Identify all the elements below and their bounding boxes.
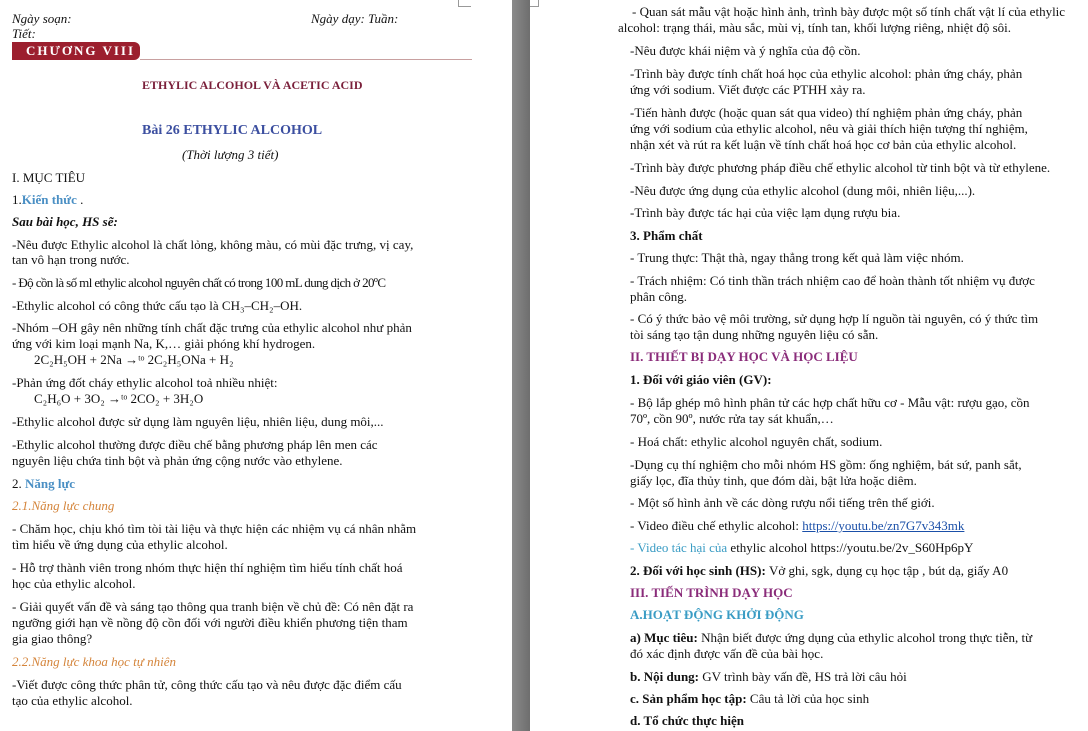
- video-line-harm: [630, 540, 973, 555]
- body-line: -Ethylic alcohol được sử dụng làm nguyên liệu, nhiên liệu, dung môi,...: [12, 414, 384, 429]
- body-line: -Trình bày được tính chất hoá học của ethylic alcohol: phản ứng cháy, phản: [630, 66, 1023, 81]
- organization-heading: d. Tổ chức thực hiện: [630, 713, 744, 728]
- chapter-banner: CHƯƠNG VIII: [12, 42, 140, 60]
- body-line: - Quan sát mẫu vật hoặc hình ảnh, trình bày được một số tính chất vật lí của ethylic: [632, 4, 1066, 19]
- after-lesson-intro: Sau bài học, HS sẽ:: [12, 214, 118, 229]
- objective-line: [630, 630, 1032, 645]
- body-line: tạo của ethylic alcohol.: [12, 693, 133, 708]
- page-corner-mark: [458, 0, 471, 7]
- subsection-competency: [12, 476, 75, 491]
- body-line: gia giao thông?: [12, 631, 93, 646]
- product-label: c. Sản phẩm học tập:: [630, 691, 750, 706]
- date-prepared-label: Ngày soạn:: [12, 11, 72, 26]
- section-heading-equipment: II. THIẾT BỊ DẠY HỌC VÀ HỌC LIỆU: [630, 349, 858, 364]
- subheading-student: 2. Đối với học sinh (HS):: [630, 563, 770, 578]
- section-heading-process: III. TIẾN TRÌNH DẠY HỌC: [630, 585, 793, 600]
- body-line: nguyên liệu chứa tinh bột và phản ứng cộng nước vào ethylene.: [12, 453, 343, 468]
- student-materials: Vở ghi, sgk, dụng cụ học tập , bút dạ, giấy A0: [769, 563, 1009, 578]
- subsection-knowledge-label: Kiến thức: [21, 192, 77, 207]
- subheading-science-competency: 2.2.Năng lực khoa học tự nhiên: [12, 654, 177, 669]
- chapter-title: ETHYLIC ALCOHOL VÀ ACETIC ACID: [142, 78, 363, 92]
- body-line: -Nêu được khái niệm và ý nghĩa của độ cồn.: [630, 43, 861, 58]
- objective-label: a) Mục tiêu:: [630, 630, 702, 645]
- product-line: [630, 691, 869, 706]
- body-line: - Một số hình ảnh về các dòng rượu nổi tiếng trên thế giới.: [630, 495, 935, 510]
- body-line: -Dụng cụ thí nghiệm cho mỗi nhóm HS gồm: ống nghiệm, bát sứ, panh sắt,: [630, 457, 1022, 472]
- body-line: -Nêu được Ethylic alcohol là chất lỏng, không màu, có mùi đặc trưng, vị cay,: [12, 237, 414, 252]
- body-line: - Giải quyết vấn đề và sáng tạo thông qua tranh biện về chủ đề: Có nên đặt ra: [12, 599, 414, 614]
- teaching-date-label: Ngày dạy: Tuần:: [311, 11, 399, 26]
- content-text: GV trình bày vấn đề, HS trả lời câu hỏi: [702, 669, 907, 684]
- body-line: -Nêu được ứng dụng của ethylic alcohol (dung môi, nhiên liệu,...).: [630, 183, 976, 198]
- body-line: ngưỡng giới hạn về nồng độ cồn đối với người điều khiển phương tiện tham: [12, 615, 408, 630]
- section-heading-objectives: I. MỤC TIÊU: [12, 170, 86, 185]
- subheading-general-competency: 2.1.Năng lực chung: [12, 498, 115, 513]
- video-link-harm[interactable]: ethylic alcohol https://youtu.be/2v_S60Hp6pY: [730, 540, 974, 555]
- content-line: [630, 669, 907, 684]
- content-label: b. Nội dung:: [630, 669, 703, 684]
- body-line: - Hỗ trợ thành viên trong nhóm thực hiện thí nghiệm tìm hiểu tính chất hoá: [12, 560, 403, 575]
- video-line-preparation: [630, 518, 964, 533]
- body-line: tòi sáng tạo tận dung những nguyên liệu có sẵn.: [630, 327, 879, 342]
- body-line: - Bộ lắp ghép mô hình phân tử các hợp chất hữu cơ - Mẫu vật: rượu gạo, cồn: [630, 395, 1030, 410]
- body-line: - Có ý thức bảo vệ môi trường, sử dụng hợp lí nguồn tài nguyên, có ý thức tìm: [630, 311, 1039, 326]
- video-label: - Video tác hại của: [630, 540, 731, 555]
- body-line: - Độ cồn là số ml ethylic alcohol nguyên chất có trong 100 mL dung dịch ở 20ºC: [12, 275, 386, 290]
- body-line: học của ethylic alcohol.: [12, 576, 136, 591]
- subsection-qualities: 3. Phẩm chất: [630, 228, 703, 243]
- body-line: nhận xét và rút ra kết luận về tính chất hoá học cơ bản của ethylic alcohol.: [630, 137, 1017, 152]
- subheading-teacher: 1. Đối với giáo viên (GV):: [630, 372, 772, 387]
- lesson-duration: (Thời lượng 3 tiết): [182, 147, 279, 162]
- subsection-number: 2.: [12, 476, 25, 491]
- subsection-punct: .: [76, 192, 84, 207]
- body-line: -Nhóm –OH gây nên những tính chất đặc trưng của ethylic alcohol như phản: [12, 320, 412, 335]
- body-line: ứng với sodium của ethylic alcohol, nêu và giải thích hiện tượng thí nghiệm,: [630, 121, 1028, 136]
- lesson-title: Bài 26 ETHYLIC ALCOHOL: [142, 123, 323, 138]
- objective-text: Nhận biết được ứng dụng của ethylic alcohol trong thực tiễn, từ: [701, 630, 1033, 645]
- subsection-knowledge: [12, 192, 83, 207]
- body-line: -Tiến hành được (hoặc quan sát qua video) thí nghiệm phản ứng cháy, phản: [630, 105, 1023, 120]
- period-label: Tiết:: [12, 26, 36, 41]
- chemical-equation: C₂H₆O + 3O₂ →ᵗᵒ 2CO₂ + 3H₂O: [34, 391, 204, 406]
- body-line: -Viết được công thức phân tử, công thức cấu tạo và nêu được đặc điểm cấu: [12, 677, 402, 692]
- body-line: giấy lọc, đĩa thủy tinh, que đóm dài, bật lửa hoặc diêm.: [630, 473, 917, 488]
- body-line: phân công.: [630, 289, 688, 304]
- body-line: đó xác định được vấn đề của bài học.: [630, 646, 824, 661]
- page-gutter: [512, 0, 530, 731]
- video-link-preparation[interactable]: https://youtu.be/zn7G7v343mk: [802, 518, 965, 533]
- body-line: 70º, cồn 90º, nước rửa tay sát khuẩn,…: [630, 411, 834, 426]
- product-text: Câu tả lời của học sinh: [749, 691, 870, 706]
- body-line: alcohol: trạng thái, màu sắc, mùi vị, tính tan, khối lượng riêng, nhiệt độ sôi.: [618, 20, 1012, 35]
- body-line: -Trình bày được tác hại của việc lạm dụng rượu bia.: [630, 205, 901, 220]
- page-corner-mark: [530, 0, 539, 7]
- body-line: -Ethylic alcohol có công thức cấu tạo là CH₃–CH₂–OH.: [12, 298, 303, 313]
- body-line: - Chăm học, chịu khó tìm tòi tài liệu và thực hiện các nhiệm vụ cá nhân nhằm: [12, 521, 417, 536]
- body-line: tan vô hạn trong nước.: [12, 252, 130, 267]
- body-line: - Trung thực: Thật thà, ngay thẳng trong kết quả làm việc nhóm.: [630, 250, 964, 265]
- body-line: - Hoá chất: ethylic alcohol nguyên chất, sodium.: [630, 434, 883, 449]
- chapter-divider: [140, 59, 472, 60]
- left-document-page: [0, 0, 512, 731]
- chemical-equation: 2C₂H₅OH + 2Na →ᵗᵒ 2C₂H₅ONa + H₂: [34, 352, 234, 367]
- body-line: -Ethylic alcohol thường được điều chế bằng phương pháp lên men các: [12, 437, 378, 452]
- body-line: -Phản ứng đốt cháy ethylic alcohol toả nhiều nhiệt:: [12, 375, 278, 390]
- body-line: ứng với kim loại mạnh Na, K,… giải phóng khí hydrogen.: [12, 336, 316, 351]
- video-label: - Video điều chế ethylic alcohol:: [630, 518, 803, 533]
- body-line: ứng với sodium. Viết được các PTHH xảy ra.: [630, 82, 866, 97]
- subsection-number: 1.: [12, 192, 22, 207]
- activity-heading: A.HOẠT ĐỘNG KHỞI ĐỘNG: [630, 607, 804, 622]
- right-document-page: [530, 0, 1088, 731]
- body-line: - Trách nhiệm: Có tinh thần trách nhiệm cao để hoàn thành tốt nhiệm vụ được: [630, 273, 1035, 288]
- body-line: tìm hiểu về ứng dụng của ethylic alcohol.: [12, 537, 228, 552]
- student-materials-line: [630, 563, 1008, 578]
- subsection-competency-label: Năng lực: [25, 476, 76, 491]
- body-line: -Trình bày được phương pháp điều chế ethylic alcohol từ tinh bột và từ ethylene.: [630, 160, 1051, 175]
